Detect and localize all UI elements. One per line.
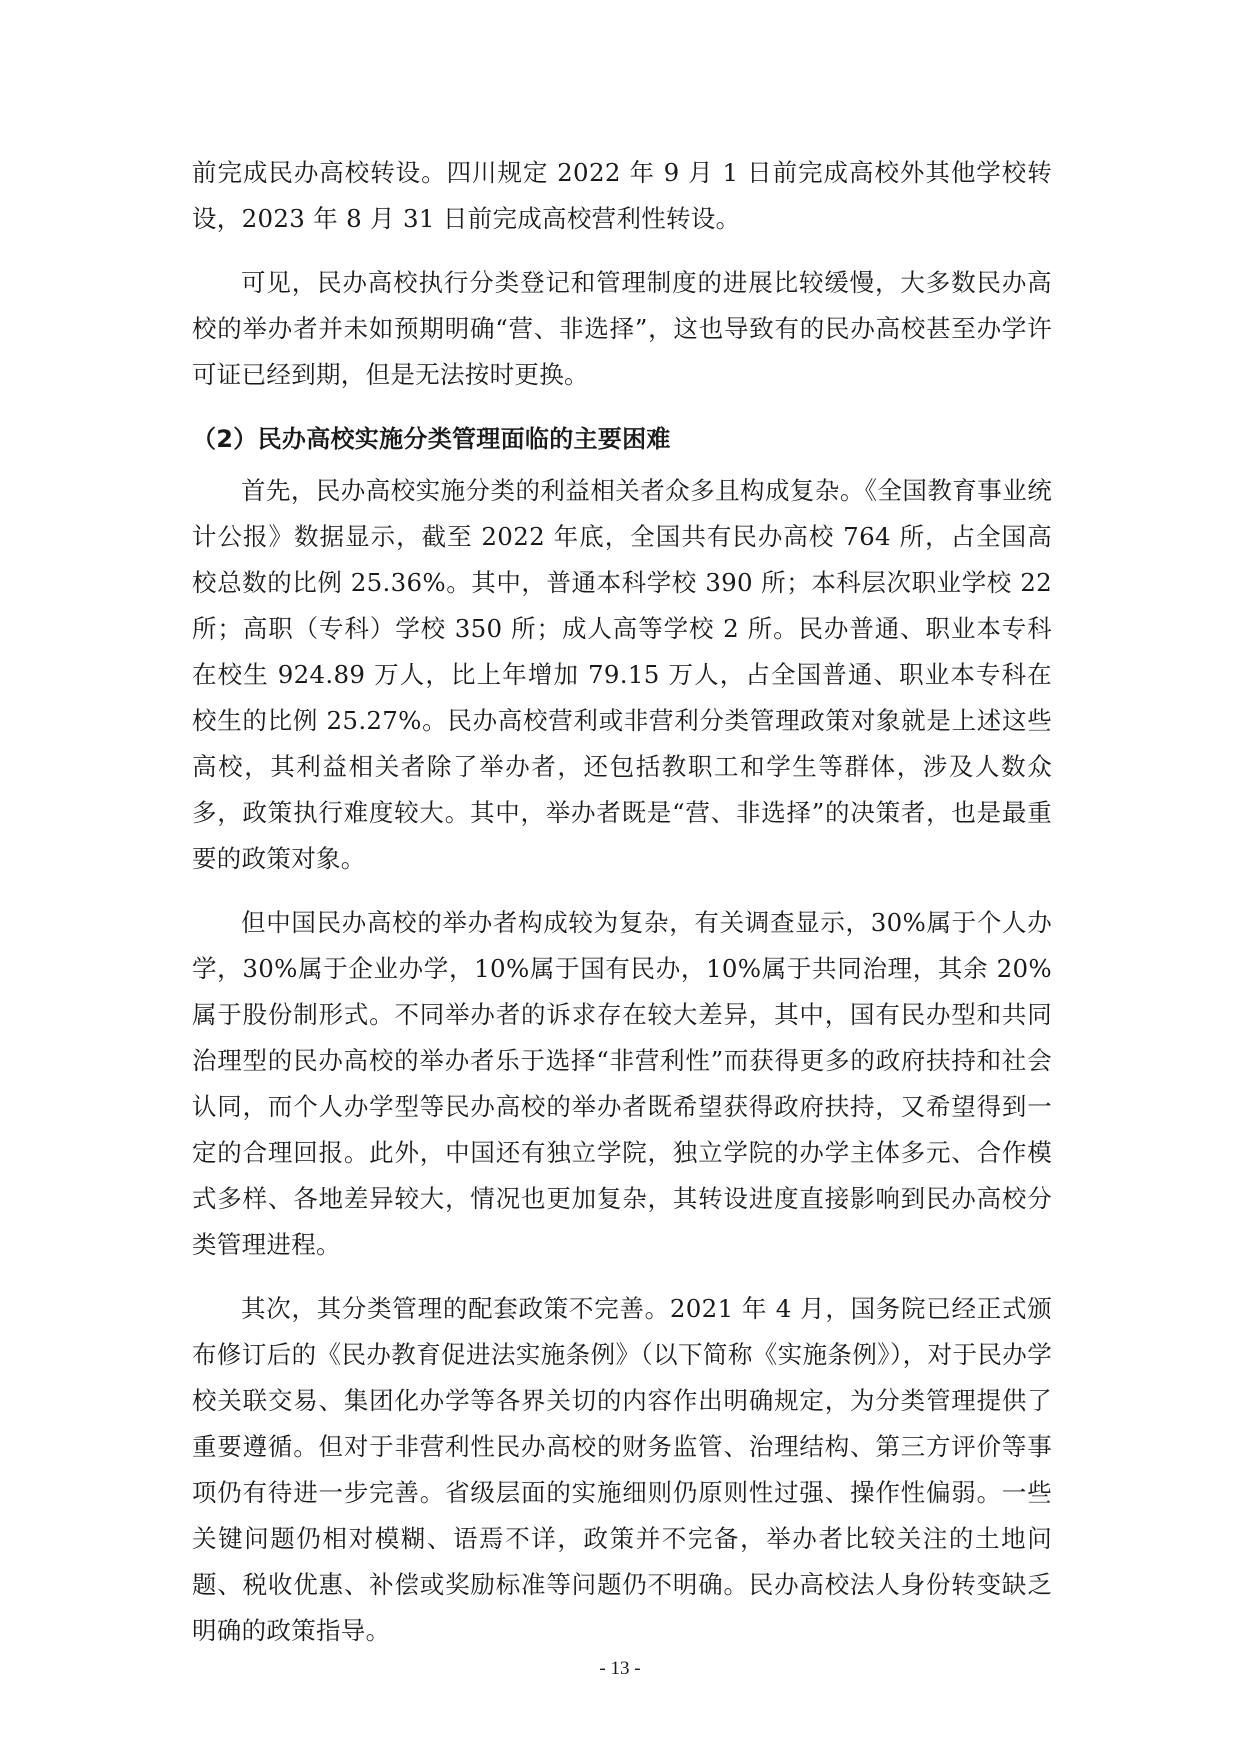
paragraph-continuation: 前完成民办高校转设。四川规定 2022 年 9 月 1 日前完成高校外其他学校转设，2023 年 8 月 31 日前完成高校营利性转设。 [192,158,1052,233]
paragraph-founders: 但中国民办高校的举办者构成较为复杂，有关调查显示，30%属于个人办学，30%属于企业办学，10%属于国有民办，10%属于共同治理，其余 20%属于股份制形式。不同举办者的诉求存在较大差异，其中，国有民办型和共同治理型的民办高校的举办者乐于选择“非营利性”而获得更多的政府扶持和社会认同，而个人办学型等民办高校的举办者既希望获得政府扶持，又希望得到一定的合理回报。此外，中国还有独立学院，独立学院的办学主体多元、合作模式多样、各地差异较大，情况也更加复杂，其转设进度直接影响到民办高校分类管理进程。 [192,908,1052,1259]
document-page [192,150,1052,1672]
section-heading: （2）民办高校实施分类管理面临的主要困难 [192,425,671,453]
paragraph-policies: 其次，其分类管理的配套政策不完善。2021 年 4 月，国务院已经正式颁布修订后的《民办教育促进法实施条例》（以下简称《实施条例》），对于民办学校关联交易、集团化办学等各界关切的内容作出明确规定，为分类管理提供了重要遵循。但对于非营利性民办高校的财务监管、治理结构、第三方评价等事项仍有待进一步完善。省级层面的实施细则仍原则性过强、操作性偏弱。一些关键问题仍相对模糊、语焉不详，政策并不完备，举办者比较关注的土地问题、税收优惠、补偿或奖励标准等问题仍不明确。民办高校法人身份转变缺乏明确的政策指导。 [192,1294,1052,1645]
page-number: - 13 - [599,1658,641,1679]
paragraph-stakeholders: 首先，民办高校实施分类的利益相关者众多且构成复杂。《全国教育事业统计公报》数据显示，截至 2022 年底，全国共有民办高校 764 所，占全国高校总数的比例 25.36%。其中，普通本科学校 390 所；本科层次职业学校 22 所；高职（专科）学校 350 所；成人高等学校 2 所。民办普通、职业本专科在校生 924.89 万人，比上年增加 79.15 万人，占全国普通、职业本专科在校生的比例 25.27%。民办高校营利或非营利分类管理政策对象就是上述这些高校，其利益相关者除了举办者，还包括教职工和学生等群体，涉及人数众多，政策执行难度较大。其中，举办者既是“营、非选择”的决策者，也是最重要的政策对象。 [192,476,1052,873]
paragraph-progress-summary: 可见，民办高校执行分类登记和管理制度的进展比较缓慢，大多数民办高校的举办者并未如预期明确“营、非选择”，这也导致有的民办高校甚至办学许可证已经到期，但是无法按时更换。 [192,268,1052,389]
